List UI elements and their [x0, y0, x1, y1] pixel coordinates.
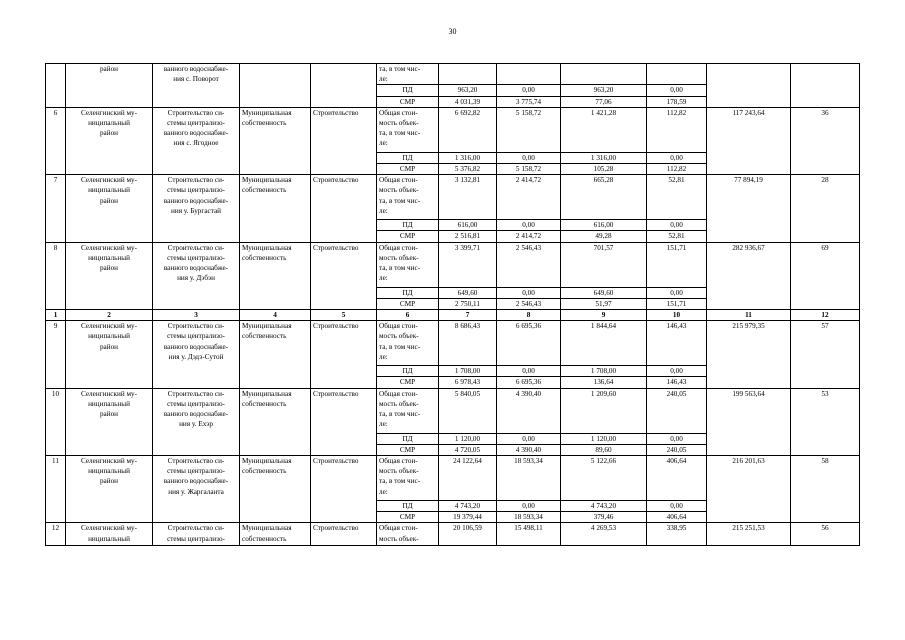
value-cell: 6 695,36 — [497, 321, 561, 366]
district-cell: Селенгинский му- ниципальный район — [66, 242, 153, 309]
value-cell — [561, 64, 647, 85]
value-cell: 0,00 — [497, 501, 561, 512]
count-cell: 69 — [791, 242, 860, 309]
num-cell — [46, 64, 66, 108]
column-number: 5 — [311, 310, 377, 321]
column-number-row — [46, 310, 860, 321]
pd-label: ПД — [377, 152, 439, 163]
district-cell: Селенгинский му- ниципальный район — [66, 107, 153, 174]
cost-per-unit-cell: 282 936,67 — [707, 242, 791, 309]
value-cell: 112,82 — [647, 164, 707, 175]
value-cell — [497, 64, 561, 85]
pd-label: ПД — [377, 501, 439, 512]
value-cell: 51,97 — [561, 298, 647, 309]
value-cell: 0,00 — [497, 433, 561, 444]
value-cell: 649,60 — [439, 287, 497, 298]
pd-label: ПД — [377, 433, 439, 444]
data-table — [45, 63, 860, 546]
value-cell: 5 158,72 — [497, 164, 561, 175]
type-cell: Строительство — [311, 456, 377, 523]
value-cell: 146,43 — [647, 321, 707, 366]
value-cell — [791, 64, 860, 108]
cost-label-cell: Общая стои- мость объек- та, в том чис- ле: — [377, 321, 439, 366]
entry-row — [46, 175, 860, 220]
value-cell: 4 269,53 — [561, 523, 647, 546]
district-cell: Селенгинский му- ниципальный район — [66, 388, 153, 455]
row-number: 6 — [46, 107, 66, 174]
pd-label: ПД — [377, 287, 439, 298]
row-number: 12 — [46, 523, 66, 546]
smr-label: СМР — [377, 444, 439, 455]
value-cell — [647, 64, 707, 85]
district-cell: Селенгинский му- ниципальный район — [66, 456, 153, 523]
value-cell: 52,81 — [647, 231, 707, 242]
value-cell: 2 516,81 — [439, 231, 497, 242]
count-cell: 58 — [791, 456, 860, 523]
value-cell: 963,20 — [439, 85, 497, 96]
value-cell: 1 421,28 — [561, 107, 647, 152]
value-cell: 136,64 — [561, 377, 647, 388]
value-cell: 49,28 — [561, 231, 647, 242]
type-cell: Строительство — [311, 242, 377, 309]
column-number: 11 — [707, 310, 791, 321]
count-cell: 56 — [791, 523, 860, 546]
value-cell: 1 120,00 — [561, 433, 647, 444]
value-cell: 1 708,00 — [561, 366, 647, 377]
value-cell: 4 743,20 — [561, 501, 647, 512]
count-cell: 53 — [791, 388, 860, 455]
type-cell — [311, 64, 377, 108]
type-cell: Строительство — [311, 321, 377, 388]
row-number: 7 — [46, 175, 66, 242]
entry-row — [46, 523, 860, 546]
row-number: 11 — [46, 456, 66, 523]
value-cell: 0,00 — [497, 366, 561, 377]
total-cell: 6 692,82 — [439, 107, 497, 152]
project-cell: Строительство си- стемы централизо- ванного водоснабже- ния с. Ягодное — [153, 107, 240, 174]
value-cell: 4 743,20 — [439, 501, 497, 512]
value-cell: 1 316,00 — [561, 152, 647, 163]
cost-per-unit-cell: 199 563,64 — [707, 388, 791, 455]
column-number: 3 — [153, 310, 240, 321]
column-number: 10 — [647, 310, 707, 321]
cost-label-cell: Общая стои- мость объек- та, в том чис- ле: — [377, 175, 439, 220]
entry-row — [46, 107, 860, 152]
type-cell: Строительство — [311, 175, 377, 242]
value-cell: 338,95 — [647, 523, 707, 546]
count-cell: 57 — [791, 321, 860, 388]
total-cell: 3 132,81 — [439, 175, 497, 220]
value-cell: 0,00 — [647, 152, 707, 163]
total-cell: 3 399,71 — [439, 242, 497, 287]
value-cell: 0,00 — [497, 287, 561, 298]
type-cell: Строительство — [311, 523, 377, 546]
smr-label: СМР — [377, 377, 439, 388]
cost-per-unit-cell: 216 201,63 — [707, 456, 791, 523]
entry-row — [46, 321, 860, 366]
cost-per-unit-cell: 117 243,64 — [707, 107, 791, 174]
value-cell: 379,46 — [561, 512, 647, 523]
ownership-cell: Муниципальная собственность — [240, 456, 311, 523]
value-cell: 0,00 — [497, 85, 561, 96]
ownership-cell: Муниципальная собственность — [240, 107, 311, 174]
value-cell: 19 379,44 — [439, 512, 497, 523]
value-cell: 1 120,00 — [439, 433, 497, 444]
value-cell: 52,81 — [647, 175, 707, 220]
column-number: 7 — [439, 310, 497, 321]
value-cell — [439, 64, 497, 85]
value-cell: 406,64 — [647, 456, 707, 501]
project-cell: Строительство си- стемы централизо- ванного водоснабже- ния у. Жаргаланта — [153, 456, 240, 523]
value-cell: 0,00 — [497, 152, 561, 163]
row-number: 8 — [46, 242, 66, 309]
value-cell: 1 316,00 — [439, 152, 497, 163]
ownership-cell: Муниципальная собственность — [240, 321, 311, 388]
value-cell: 5 158,72 — [497, 107, 561, 152]
column-number: 2 — [66, 310, 153, 321]
page-number: 30 — [448, 27, 457, 36]
value-cell: 105,28 — [561, 164, 647, 175]
entry-row — [46, 242, 860, 287]
value-cell: 151,71 — [647, 242, 707, 287]
value-cell: 0,00 — [647, 85, 707, 96]
value-cell: 0,00 — [647, 433, 707, 444]
ownership-cell: Муниципальная собственность — [240, 175, 311, 242]
value-cell: 6 695,36 — [497, 377, 561, 388]
value-cell: 1 209,60 — [561, 388, 647, 433]
value-cell: 1 708,00 — [439, 366, 497, 377]
continued-row — [46, 64, 860, 85]
district-cell: Селенгинский му- ниципальный район — [66, 175, 153, 242]
value-cell: 963,20 — [561, 85, 647, 96]
value-cell: 6 978,43 — [439, 377, 497, 388]
count-cell: 36 — [791, 107, 860, 174]
column-number: 6 — [377, 310, 439, 321]
value-cell: 15 498,11 — [497, 523, 561, 546]
value-cell — [707, 64, 791, 108]
value-cell: 665,28 — [561, 175, 647, 220]
cost-label-cell: Общая стои- мость объек- та, в том чис- ле: — [377, 107, 439, 152]
smr-label: СМР — [377, 164, 439, 175]
project-cell: Строительство си- стемы централизо- — [153, 523, 240, 546]
column-number: 12 — [791, 310, 860, 321]
pd-label: ПД — [377, 220, 439, 231]
total-cell: 5 840,05 — [439, 388, 497, 433]
total-cell: 8 686,43 — [439, 321, 497, 366]
column-number: 1 — [46, 310, 66, 321]
column-number: 9 — [561, 310, 647, 321]
district-cell: район — [66, 64, 153, 108]
cost-per-unit-cell: 77 894,19 — [707, 175, 791, 242]
project-cell: Строительство си- стемы централизо- ванного водоснабже- ния у. Бургастай — [153, 175, 240, 242]
ownership-cell: Муниципальная собственность — [240, 388, 311, 455]
value-cell: 77,06 — [561, 96, 647, 107]
district-cell: Селенгинский му- ниципальный район — [66, 321, 153, 388]
value-cell: 112,82 — [647, 107, 707, 152]
project-cell: Строительство си- стемы централизо- ванного водоснабже- ния у. Дэдэ-Сутой — [153, 321, 240, 388]
value-cell: 0,00 — [647, 501, 707, 512]
value-cell: 2 414,72 — [497, 231, 561, 242]
value-cell: 701,57 — [561, 242, 647, 287]
value-cell: 4 390,40 — [497, 444, 561, 455]
ownership-cell — [240, 64, 311, 108]
value-cell: 0,00 — [647, 287, 707, 298]
value-cell: 2 750,11 — [439, 298, 497, 309]
value-cell: 5 376,82 — [439, 164, 497, 175]
value-cell: 3 775,74 — [497, 96, 561, 107]
column-number: 4 — [240, 310, 311, 321]
value-cell: 649,60 — [561, 287, 647, 298]
value-cell: 0,00 — [647, 220, 707, 231]
value-cell: 151,71 — [647, 298, 707, 309]
value-cell: 2 414,72 — [497, 175, 561, 220]
value-cell: 4 031,39 — [439, 96, 497, 107]
type-cell: Строительство — [311, 388, 377, 455]
value-cell: 240,05 — [647, 388, 707, 433]
cost-label-cell: Общая стои- мость объек- та, в том чис- ле: — [377, 456, 439, 501]
value-cell: 178,59 — [647, 96, 707, 107]
value-cell: 4 720,05 — [439, 444, 497, 455]
value-cell: 5 122,66 — [561, 456, 647, 501]
value-cell: 0,00 — [497, 220, 561, 231]
cost-label-cell: та, в том чис- ле: — [377, 64, 439, 85]
total-cell: 20 106,59 — [439, 523, 497, 546]
smr-label: СМР — [377, 231, 439, 242]
project-cell: ванного водоснабже- ния с. Поворот — [153, 64, 240, 108]
pd-label: ПД — [377, 85, 439, 96]
entry-row — [46, 388, 860, 433]
value-cell: 2 546,43 — [497, 242, 561, 287]
value-cell: 146,43 — [647, 377, 707, 388]
ownership-cell: Муниципальная собственность — [240, 242, 311, 309]
value-cell: 4 390,40 — [497, 388, 561, 433]
cost-label-cell: Общая стои- мость объек- та, в том чис- ле: — [377, 242, 439, 287]
value-cell: 18 593,34 — [497, 512, 561, 523]
cost-label-cell: Общая стои- мость объек- — [377, 523, 439, 546]
type-cell: Строительство — [311, 107, 377, 174]
entry-row — [46, 456, 860, 501]
value-cell: 89,60 — [561, 444, 647, 455]
row-number: 10 — [46, 388, 66, 455]
project-cell: Строительство си- стемы централизо- ванного водоснабже- ния у. Дэбэн — [153, 242, 240, 309]
pd-label: ПД — [377, 366, 439, 377]
value-cell: 616,00 — [439, 220, 497, 231]
value-cell: 1 844,64 — [561, 321, 647, 366]
value-cell: 616,00 — [561, 220, 647, 231]
smr-label: СМР — [377, 96, 439, 107]
district-cell: Селенгинский му- ниципальный — [66, 523, 153, 546]
value-cell: 2 546,43 — [497, 298, 561, 309]
cost-per-unit-cell: 215 979,35 — [707, 321, 791, 388]
ownership-cell: Муниципальная собственность — [240, 523, 311, 546]
value-cell: 406,64 — [647, 512, 707, 523]
count-cell: 28 — [791, 175, 860, 242]
column-number: 8 — [497, 310, 561, 321]
smr-label: СМР — [377, 298, 439, 309]
total-cell: 24 122,64 — [439, 456, 497, 501]
row-number: 9 — [46, 321, 66, 388]
smr-label: СМР — [377, 512, 439, 523]
cost-per-unit-cell: 215 251,53 — [707, 523, 791, 546]
project-cell: Строительство си- стемы централизо- ванного водоснабже- ния у. Ехэр — [153, 388, 240, 455]
value-cell: 0,00 — [647, 366, 707, 377]
value-cell: 18 593,34 — [497, 456, 561, 501]
cost-label-cell: Общая стои- мость объек- та, в том чис- ле: — [377, 388, 439, 433]
value-cell: 240,05 — [647, 444, 707, 455]
